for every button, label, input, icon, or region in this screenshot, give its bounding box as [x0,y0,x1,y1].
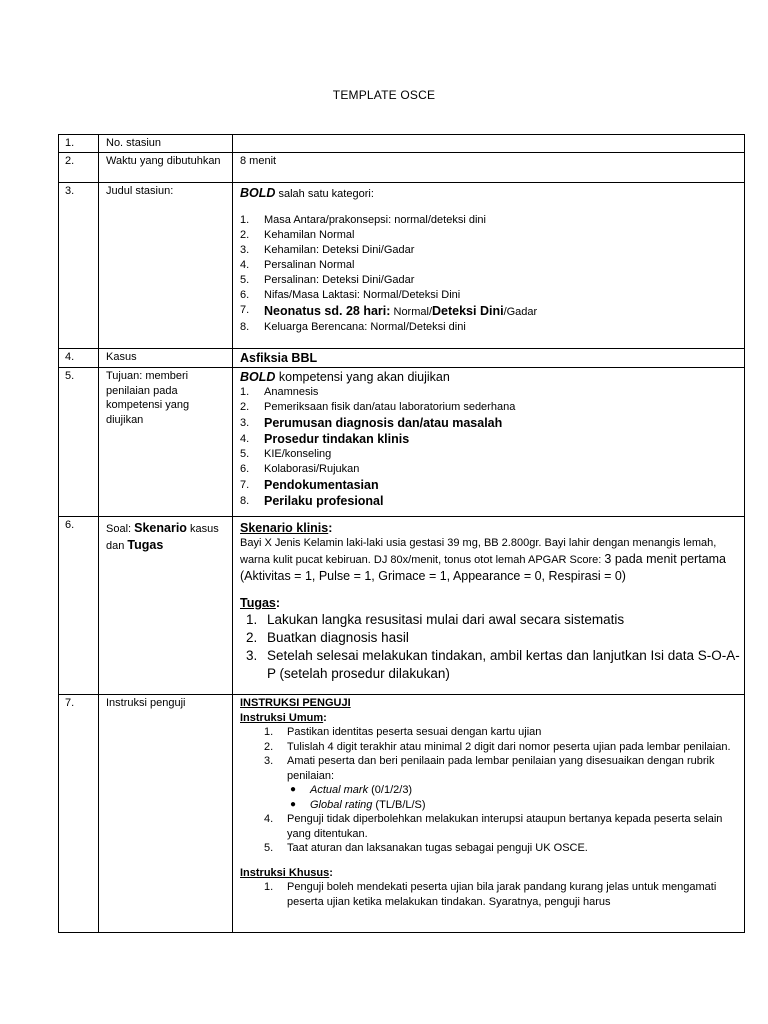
list-item: 4. Penguji tidak diperbolehkan melakukan interupsi ataupun bertanya kepada peserta selain yang ditentukan. [264,813,723,840]
row-value: 8 menit [233,152,745,182]
instruksi-khusus-heading: Instruksi Khusus: [240,866,333,879]
page-title: TEMPLATE OSCE [332,88,436,102]
row-instruksi-penguji [59,695,745,933]
row-value [233,135,745,153]
row-value [233,182,745,348]
list-item: 4. Prosedur tindakan klinis [240,432,410,446]
row-label: Judul stasiun: [99,182,233,348]
row-label: Tujuan: memberi penilaian pada kompetensi yang diujikan [99,368,233,517]
list-item: 8. Perilaku profesional [240,494,384,508]
row-number: 5. [59,368,99,517]
list-item: 5. Taat aturan dan laksanakan tugas sebagai penguji UK OSCE. [264,842,588,854]
row-number: 2. [59,152,99,182]
list-item: 3. Perumusan diagnosis dan/atau masalah [240,416,503,430]
row-number: 7. [59,695,99,933]
list-item: 1. Anamnesis [240,386,319,398]
row-soal [59,517,745,695]
row-label: No. stasiun [99,135,233,153]
row-waktu [59,152,745,182]
row-value [233,695,745,933]
row-label: Instruksi penguji [99,695,233,933]
list-item: 3. Kehamilan: Deteksi Dini/Gadar [240,244,415,256]
list-item: 1. Masa Antara/prakonsepsi: normal/deteksi dini [240,214,486,226]
row-no-stasiun [59,135,745,153]
kompetensi-intro: BOLD kompetensi yang akan diujikan [240,370,450,384]
kompetensi-list [240,385,740,509]
row-judul-stasiun [59,182,745,348]
row-number: 3. [59,182,99,348]
rubrik-bullets [240,783,740,812]
list-item: 6. Kolaborasi/Rujukan [240,463,360,475]
row-label: Soal: Skenario kasus dan Tugas [99,517,233,695]
list-item: ● Actual mark (0/1/2/3) [290,784,413,796]
row-value [233,348,745,368]
instruksi-khusus-list [240,880,740,909]
instruksi-umum-heading: Instruksi Umum: [240,711,327,724]
instruksi-heading: INSTRUKSI PENGUJI [240,697,351,709]
row-number: 4. [59,348,99,368]
row-kasus [59,348,745,368]
skenario-heading: Skenario klinis: [240,521,333,535]
kategori-list [240,213,740,335]
row-value [233,517,745,695]
list-item: 2. Pemeriksaan fisik dan/atau laboratorium sederhana [240,401,516,413]
row-number: 1. [59,135,99,153]
list-item: 5. KIE/konseling [240,448,332,460]
list-item: 1. Lakukan langka resusitasi mulai dari awal secara sistematis [246,612,625,627]
list-item: 3. Setelah selesai melakukan tindakan, ambil kertas dan lanjutkan Isi data S-O-A-P (setelah prosedur dilakukan) [246,648,740,681]
row-tujuan [59,368,745,517]
list-item: 5. Persalinan: Deteksi Dini/Gadar [240,274,415,286]
list-item: 6. Nifas/Masa Laktasi: Normal/Deteksi Dini [240,289,461,301]
list-item: 7. Pendokumentasian [240,478,379,492]
skenario-text: Bayi X Jenis Kelamin laki-laki usia gestasi 39 mg, BB 2.800gr. Bayi lahir dengan menangis lemah, warna kulit pucat kebiruan. DJ 80x/menit, tonus otot lemah APGAR Score: 3 pada menit pertama (Aktivitas = 1, Pulse = 1, Grimace = 1, Appearance = 0, Respirasi = 0) [240,537,727,583]
tugas-list [240,611,740,683]
list-item: 3. Amati peserta dan beri penilaain pada lembar penilaian yang disesuaikan dengan rubrik penilaian: [264,755,715,782]
tugas-heading: Tugas: [240,596,281,610]
kategori-intro [240,185,740,202]
kasus-value: Asfiksia BBL [240,350,318,365]
bold-keyword: BOLD [240,185,276,200]
list-item: 4. Persalinan Normal [240,259,355,271]
bullet-icon: ● [290,798,297,810]
row-label: Kasus [99,348,233,368]
osce-template-table [58,134,745,933]
list-item-neonatus: 7. Neonatus sd. 28 hari: Normal/Deteksi Dini/Gadar [240,304,538,318]
list-item: 2. Tulislah 4 digit terakhir atau minimal 2 digit dari nomor peserta ujian pada lembar penilaian. [264,740,731,753]
list-item: ● Global rating (TL/B/L/S) [290,798,426,811]
row-label: Waktu yang dibutuhkan [99,152,233,182]
row-number: 6. [59,517,99,695]
intro-text: salah satu kategori: [275,187,374,200]
list-item: 2. Kehamilan Normal [240,229,355,241]
list-item: 1. Pastikan identitas peserta sesuai dengan kartu ujian [264,726,542,738]
bullet-icon: ● [290,784,297,795]
instruksi-umum-list-cont [240,812,740,856]
instruksi-umum-list [240,725,740,783]
list-item: 2. Buatkan diagnosis hasil [246,630,409,645]
list-item: 1. Penguji boleh mendekati peserta ujian bila jarak pandang kurang jelas untuk mengamati peserta ujian ketika melakukan tindakan. Syaratnya, penguji harus [264,881,717,908]
row-value [233,368,745,517]
list-item: 8. Keluarga Berencana: Normal/Deteksi dini [240,321,466,333]
